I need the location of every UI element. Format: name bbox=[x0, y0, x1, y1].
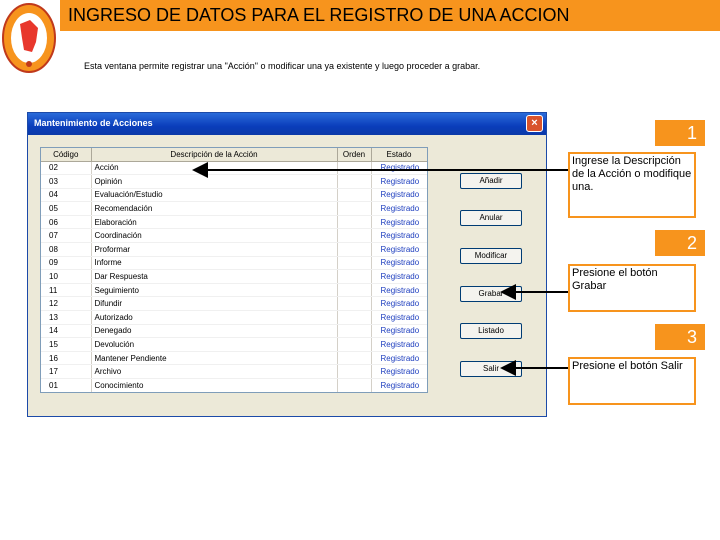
cell-descripcion[interactable]: Conocimiento bbox=[91, 379, 337, 393]
step-1-number: 1 bbox=[686, 123, 697, 143]
cell-descripcion[interactable]: Autorizado bbox=[91, 311, 337, 325]
cell-codigo[interactable]: 13 bbox=[41, 311, 91, 325]
cell-estado[interactable]: Registrado bbox=[371, 365, 427, 379]
grid-header-row bbox=[41, 148, 427, 161]
step-3-badge bbox=[655, 324, 705, 350]
cell-descripcion[interactable]: Dar Respuesta bbox=[91, 270, 337, 284]
cell-descripcion[interactable]: Archivo bbox=[91, 365, 337, 379]
step-2-text: Presione el botón Grabar bbox=[572, 267, 658, 292]
cell-orden[interactable] bbox=[337, 202, 371, 216]
window-titlebar[interactable] bbox=[28, 113, 546, 135]
cell-descripcion[interactable]: Proformar bbox=[91, 243, 337, 257]
cell-codigo[interactable]: 01 bbox=[41, 379, 91, 393]
cell-estado[interactable]: Registrado bbox=[371, 256, 427, 270]
cell-descripcion[interactable]: Devolución bbox=[91, 338, 337, 352]
cell-estado[interactable]: Registrado bbox=[371, 324, 427, 338]
anadir-button[interactable]: Añadir bbox=[460, 173, 522, 189]
modificar-button[interactable]: Modificar bbox=[460, 248, 522, 264]
cell-orden[interactable] bbox=[337, 379, 371, 393]
cell-orden[interactable] bbox=[337, 188, 371, 202]
grid-row[interactable] bbox=[41, 215, 427, 229]
cell-codigo[interactable]: 17 bbox=[41, 365, 91, 379]
step-2-note bbox=[568, 264, 696, 312]
cell-estado[interactable]: Registrado bbox=[371, 379, 427, 393]
cell-codigo[interactable]: 06 bbox=[41, 215, 91, 229]
grabar-button[interactable]: Grabar bbox=[460, 286, 522, 302]
cell-codigo[interactable]: 05 bbox=[41, 202, 91, 216]
step-3-note bbox=[568, 357, 696, 405]
grid-row[interactable] bbox=[41, 338, 427, 352]
salir-button[interactable]: Salir bbox=[460, 361, 522, 377]
window-title: Mantenimiento de Acciones bbox=[34, 118, 153, 128]
cell-estado[interactable]: Registrado bbox=[371, 202, 427, 216]
defensa-civil-logo bbox=[2, 2, 56, 74]
cell-descripcion[interactable]: Opinión bbox=[91, 175, 337, 189]
cell-estado[interactable]: Registrado bbox=[371, 229, 427, 243]
cell-descripcion[interactable]: Elaboración bbox=[91, 215, 337, 229]
cell-orden[interactable] bbox=[337, 311, 371, 325]
column-header-orden[interactable]: Orden bbox=[337, 148, 371, 161]
grid-row[interactable] bbox=[41, 311, 427, 325]
cell-codigo[interactable]: 04 bbox=[41, 188, 91, 202]
step-3-number: 3 bbox=[686, 327, 697, 347]
cell-codigo[interactable]: 02 bbox=[41, 161, 91, 175]
cell-orden[interactable] bbox=[337, 270, 371, 284]
grid-row[interactable] bbox=[41, 161, 427, 175]
page-subtitle: Esta ventana permite registrar una "Acción" o modificar una ya existente y luego proceder a grabar. bbox=[84, 61, 481, 71]
cell-estado[interactable]: Registrado bbox=[371, 283, 427, 297]
close-icon[interactable]: × bbox=[526, 115, 543, 132]
cell-estado[interactable]: Registrado bbox=[371, 338, 427, 352]
cell-codigo[interactable]: 08 bbox=[41, 243, 91, 257]
cell-codigo[interactable]: 11 bbox=[41, 283, 91, 297]
listado-button[interactable]: Listado bbox=[460, 323, 522, 339]
anular-button[interactable]: Anular bbox=[460, 210, 522, 226]
cell-orden[interactable] bbox=[337, 324, 371, 338]
cell-descripcion[interactable]: Informe bbox=[91, 256, 337, 270]
step-2-number: 2 bbox=[686, 233, 697, 253]
cell-orden[interactable] bbox=[337, 229, 371, 243]
cell-descripcion[interactable]: Seguimiento bbox=[91, 283, 337, 297]
cell-codigo[interactable]: 15 bbox=[41, 338, 91, 352]
page-title-bar bbox=[60, 0, 720, 31]
acciones-grid[interactable] bbox=[40, 147, 428, 393]
cell-estado[interactable]: Registrado bbox=[371, 297, 427, 311]
step-1-note bbox=[568, 152, 696, 218]
cell-codigo[interactable]: 12 bbox=[41, 297, 91, 311]
cell-codigo[interactable]: 09 bbox=[41, 256, 91, 270]
cell-orden[interactable] bbox=[337, 283, 371, 297]
mantenimiento-acciones-window bbox=[27, 112, 547, 417]
cell-orden[interactable] bbox=[337, 338, 371, 352]
cell-estado[interactable]: Registrado bbox=[371, 351, 427, 365]
cell-descripcion[interactable]: Difundir bbox=[91, 297, 337, 311]
cell-descripcion[interactable]: Recomendación bbox=[91, 202, 337, 216]
cell-estado[interactable]: Registrado bbox=[371, 243, 427, 257]
cell-codigo[interactable]: 14 bbox=[41, 324, 91, 338]
cell-orden[interactable] bbox=[337, 215, 371, 229]
cell-descripcion[interactable]: Denegado bbox=[91, 324, 337, 338]
grid-row[interactable] bbox=[41, 243, 427, 257]
cell-orden[interactable] bbox=[337, 365, 371, 379]
column-header-descripcion[interactable]: Descripción de la Acción bbox=[91, 148, 337, 161]
cell-codigo[interactable]: 03 bbox=[41, 175, 91, 189]
grid-row[interactable] bbox=[41, 324, 427, 338]
cell-descripcion[interactable]: Acción bbox=[91, 161, 337, 175]
grid-row[interactable] bbox=[41, 175, 427, 189]
cell-descripcion[interactable]: Coordinación bbox=[91, 229, 337, 243]
grid-row[interactable] bbox=[41, 256, 427, 270]
grid-row[interactable] bbox=[41, 229, 427, 243]
cell-orden[interactable] bbox=[337, 161, 371, 175]
grid-row[interactable] bbox=[41, 283, 427, 297]
cell-orden[interactable] bbox=[337, 175, 371, 189]
cell-estado[interactable]: Registrado bbox=[371, 311, 427, 325]
grid-row[interactable] bbox=[41, 351, 427, 365]
cell-orden[interactable] bbox=[337, 256, 371, 270]
cell-estado[interactable]: Registrado bbox=[371, 188, 427, 202]
step-3-text: Presione el botón Salir bbox=[572, 360, 683, 372]
grid-row[interactable] bbox=[41, 270, 427, 284]
cell-codigo[interactable]: 07 bbox=[41, 229, 91, 243]
grid-row[interactable] bbox=[41, 379, 427, 393]
cell-descripcion[interactable]: Mantener Pendiente bbox=[91, 351, 337, 365]
cell-estado[interactable]: Registrado bbox=[371, 161, 427, 175]
step-1-text: Ingrese la Descripción de la Acción o modifique una. bbox=[572, 155, 692, 193]
step-1-badge bbox=[655, 120, 705, 146]
cell-orden[interactable] bbox=[337, 243, 371, 257]
cell-descripcion[interactable]: Evaluación/Estudio bbox=[91, 188, 337, 202]
grid-row[interactable] bbox=[41, 188, 427, 202]
cell-orden[interactable] bbox=[337, 297, 371, 311]
cell-orden[interactable] bbox=[337, 351, 371, 365]
cell-estado[interactable]: Registrado bbox=[371, 175, 427, 189]
cell-codigo[interactable]: 10 bbox=[41, 270, 91, 284]
cell-estado[interactable]: Registrado bbox=[371, 270, 427, 284]
column-header-estado[interactable]: Estado bbox=[371, 148, 427, 161]
cell-estado[interactable]: Registrado bbox=[371, 215, 427, 229]
grid-row[interactable] bbox=[41, 297, 427, 311]
page-title: INGRESO DE DATOS PARA EL REGISTRO DE UNA ACCION bbox=[68, 5, 570, 25]
column-header-codigo[interactable]: Código bbox=[41, 148, 91, 161]
cell-codigo[interactable]: 16 bbox=[41, 351, 91, 365]
step-2-badge bbox=[655, 230, 705, 256]
grid-row[interactable] bbox=[41, 365, 427, 379]
grid-row[interactable] bbox=[41, 202, 427, 216]
